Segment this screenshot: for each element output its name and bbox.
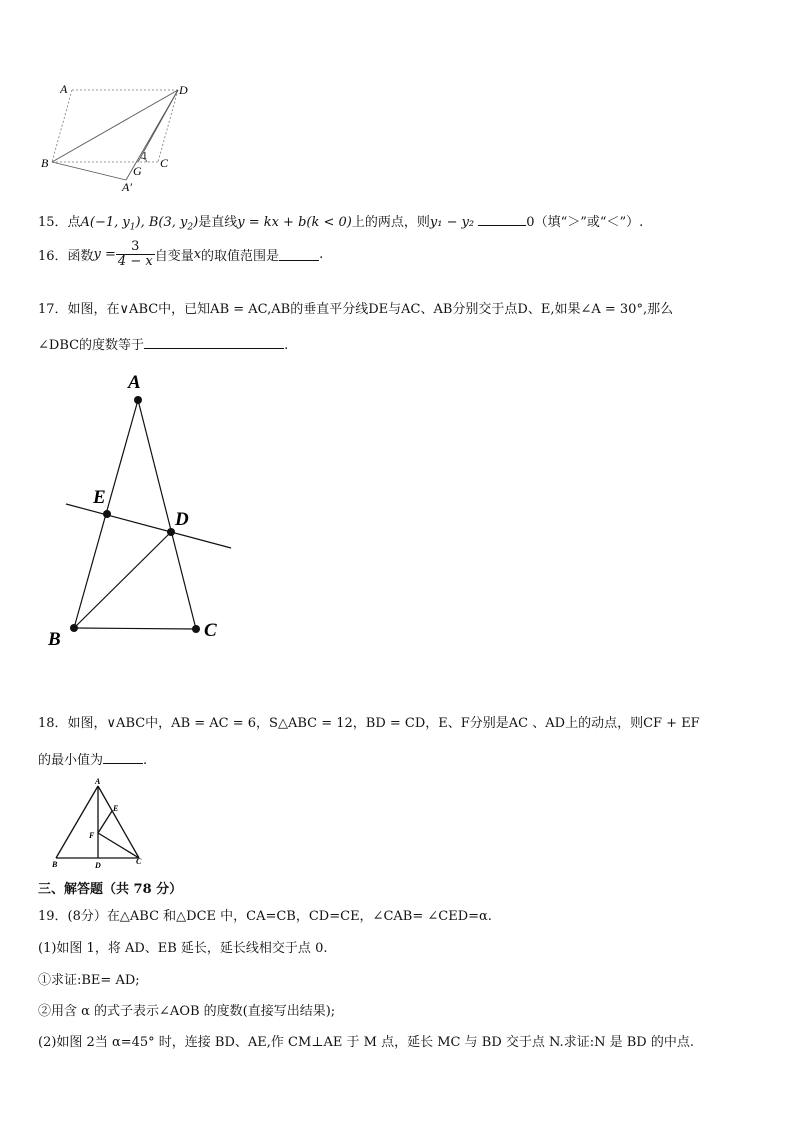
label-E: E (113, 804, 119, 813)
figure-triangle-17 (40, 366, 240, 656)
question-19-line-1: 19．(8分）在△ABC 和△DCE 中，CA=CB，CD=CE，∠CAB= ∠CED=α. (38, 909, 492, 924)
question-19-line-3: ①求证:BE= AD; (38, 973, 140, 988)
label-D: D (175, 509, 189, 530)
question-16: 16．函数y = $\frac{3}{4 - x}$ 自变量x的取值范围是 . (38, 239, 324, 269)
fraction: $\frac{3}{4 - x}$ (117, 239, 153, 269)
question-15: 15．点A(−1, $y_1$), B(3, $y_2$)是直线y = kx + b(k < 0)上的两点，则y₁ − y₂ 0（填“＞”或“＜”）. (38, 215, 644, 233)
label-B: B (48, 629, 61, 650)
question-19-line-2: (1)如图 1，将 AD、EB 延长，延长线相交于点 0. (38, 941, 328, 956)
question-19-line-5: (2)如图 2当 α=45° 时，连接 BD、AE,作 CM⊥AE 于 M 点，延长 MC 与 BD 交于点 N.求证:N 是 BD 的中点. (38, 1035, 694, 1050)
answer-blank-18[interactable] (103, 751, 143, 764)
question-17-line-1: 17．如图，在∨ABC中，已知AB = AC,AB的垂直平分线DE与AC、AB分别交于点D、E,如果∠A = 30°,那么 (38, 302, 674, 317)
label-A-prime: A′ (122, 180, 132, 194)
label-A: A (60, 82, 68, 96)
label-B: B (52, 860, 58, 869)
label-C: C (136, 857, 142, 866)
question-18-line-2: 的最小值为 . (38, 753, 148, 768)
answer-blank-15[interactable] (478, 213, 526, 226)
label-E: E (93, 487, 106, 508)
answer-blank-16[interactable] (279, 248, 319, 261)
label-A: A (95, 777, 101, 786)
question-18-line-1: 18．如图，∨ABC中，AB = AC = 6，S△ABC = 12，BD = CD，E、F分别是AC 、AD上的动点，则CF + EF (38, 716, 700, 731)
answer-blank-17[interactable] (144, 336, 284, 349)
figure-parallelogram (38, 80, 208, 195)
label-C: C (204, 620, 217, 641)
section-heading: 三、解答题（共 78 分） (38, 882, 183, 897)
label-D: D (95, 861, 101, 870)
question-19-line-4: ②用含 α 的式子表示∠AOB 的度数(直接写出结果); (38, 1004, 336, 1019)
label-C: C (160, 156, 169, 170)
label-D: D (179, 83, 188, 97)
label-F: F (89, 831, 95, 840)
label-one: 1 (142, 150, 148, 162)
label-G: G (133, 164, 142, 178)
figure-triangle-18 (44, 775, 154, 870)
label-A: A (128, 372, 141, 393)
question-17-line-2: ∠DBC的度数等于 . (38, 338, 289, 353)
label-B: B (41, 156, 49, 170)
